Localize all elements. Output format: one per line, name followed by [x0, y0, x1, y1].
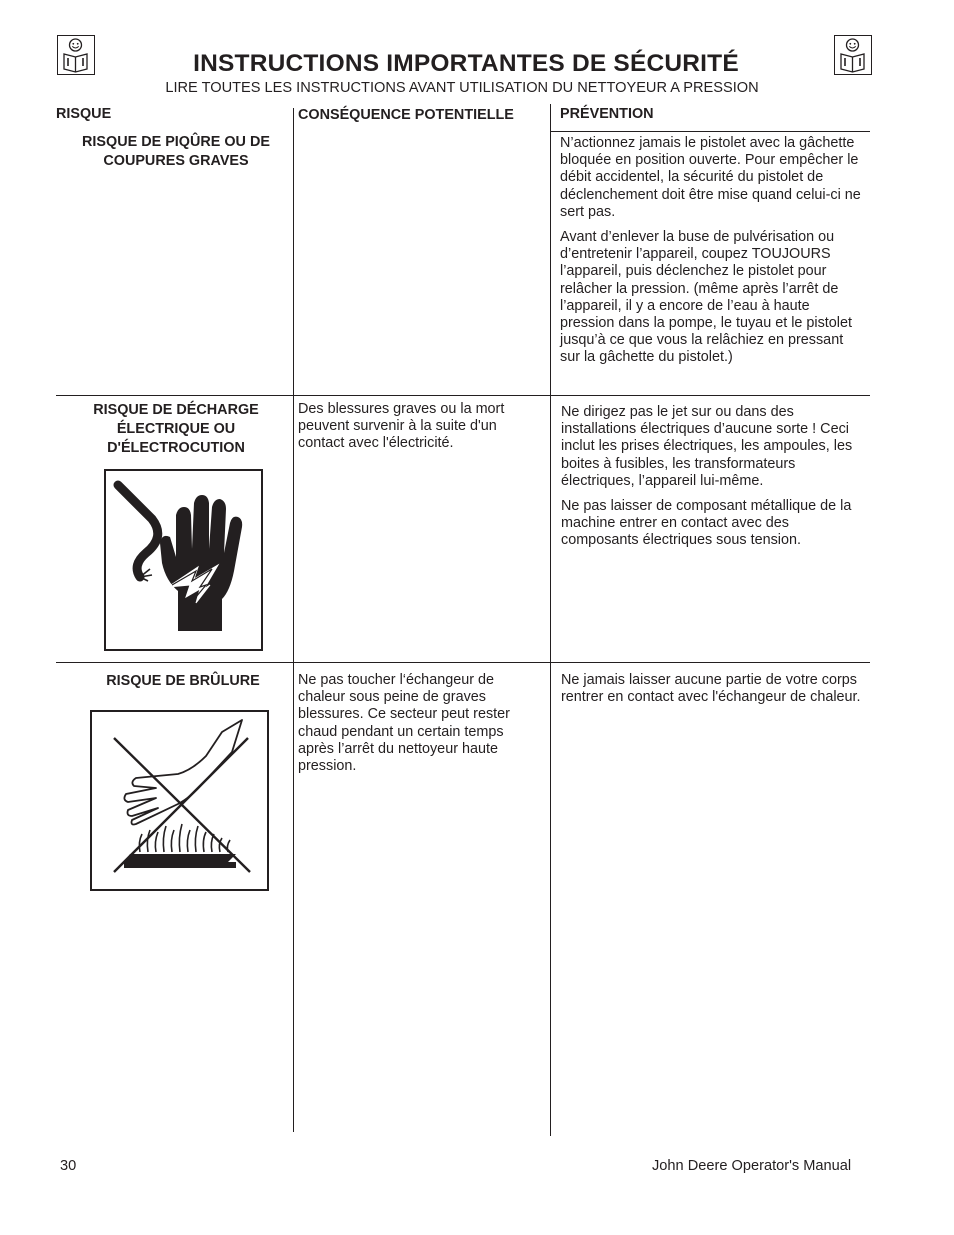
manual-name: John Deere Operator's Manual [652, 1158, 852, 1174]
row-divider [550, 131, 870, 132]
column-divider [550, 104, 551, 1136]
column-header-prevention: PRÉVENTION [560, 106, 654, 122]
no-touch-hot-surface-icon [90, 710, 269, 891]
column-header-risk: RISQUE [56, 106, 112, 122]
risk-title: RISQUE DE PIQÛRE OU DE COUPURES GRAVES [82, 134, 270, 169]
prevention-text: Ne jamais laisser aucune partie de votre corps rentrer en contact avec l'échangeur de chaleur. [561, 672, 861, 706]
column-divider [293, 108, 294, 1132]
consequence-text: Ne pas toucher l‘échangeur de chaleur sous peine de graves blessures. Ce secteur peut rester chaud pendant un certain temps après l’arrêt du nettoyeur haute pression. [298, 672, 510, 775]
prevention-text: N’actionnez jamais le pistolet avec la gâchette bloquée en position ouverte. Pour empêcher le débit accidentel, la sécurité du pistolet de déclenchement doit être mise quand celui-ci ne sert pas. Avant d’enlever la buse de pulvérisation ou d’entretenir l’appareil, coupez TOUJOURS l’appareil, puis déclenchez le pistolet pour relâcher la pression. (même après l’arrêt de l’appareil, il y a encore de l’eau à haute pression dans la pompe, le tuyau et le pistolet jusqu’à ce que vous la relâchiez en pressant sur la gâchette du pistolet.) [560, 135, 861, 366]
risk-title: RISQUE DE BRÛLURE [106, 673, 260, 689]
prevention-text: Ne dirigez pas le jet sur ou dans des installations électriques d’aucune sorte ! Ceci inclut les prises électriques, les ampoules, les boites à fusibles, les transformateurs électriques, l’appareil lui-même. Ne pas laisser de composant métallique de la machine entrer en contact avec des composants électriques sous tension. [561, 404, 853, 549]
electric-shock-hand-icon [104, 469, 263, 651]
page-subtitle: LIRE TOUTES LES INSTRUCTIONS AVANT UTILISATION DU NETTOYEUR A PRESSION [165, 80, 759, 96]
page-number: 30 [60, 1158, 77, 1174]
column-header-consequence: CONSÉQUENCE POTENTIELLE [298, 107, 514, 123]
row-divider [56, 662, 870, 663]
page-title: INSTRUCTIONS IMPORTANTES DE SÉCURITÉ [193, 50, 739, 77]
consequence-text: Des blessures graves ou la mort peuvent survenir à la suite d'un contact avec l'électricité. [298, 401, 505, 452]
risk-title: RISQUE DE DÉCHARGE ÉLECTRIQUE OU D'ÉLECTROCUTION [93, 402, 259, 456]
row-divider [56, 395, 870, 396]
